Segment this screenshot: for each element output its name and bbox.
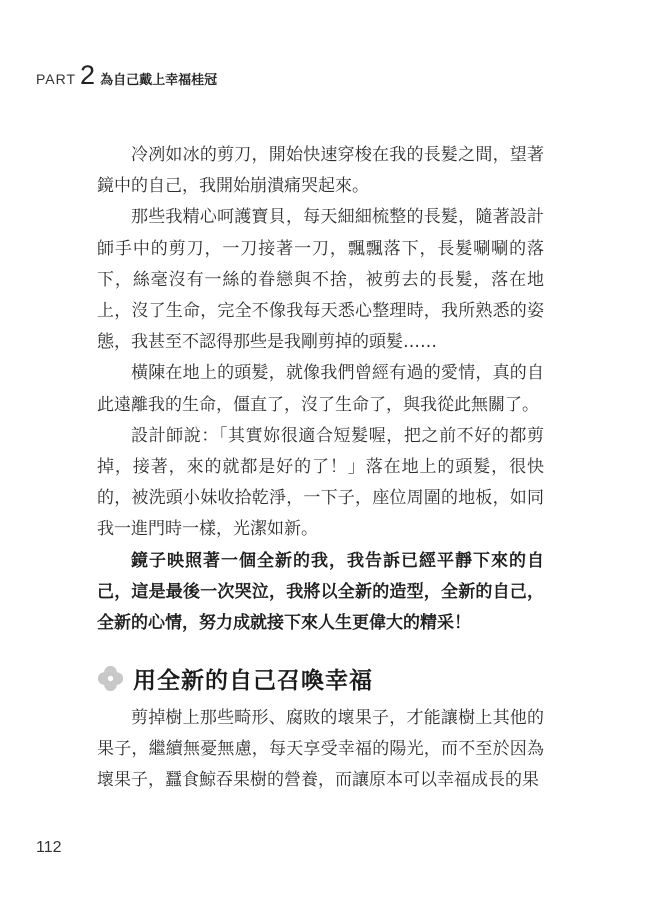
part-title: 為自己戴上幸福桂冠 [100, 73, 218, 88]
part-number: 2 [80, 60, 96, 90]
bold-paragraph: 鏡子映照著一個全新的我，我告訴已經平靜下來的自己，這是最後一次哭泣，我將以全新的造型，全新的自己，全新的心情，努力成就接下來人生更偉大的精采！ [97, 550, 544, 634]
section-title: 用全新的自己召喚幸福 [133, 668, 373, 694]
paragraph: 那些我精心呵護寶貝，每天細細梳整的長髮，隨著設計師手中的剪刀，一刀接著一刀，飄飄落下，長髮唰唰的落下，絲毫沒有一絲的眷戀與不捨，被剪去的長髮，落在地上，沒了生命，完全不像我每天悉心整理時，我所熟悉的姿態，我甚至不認得那些是我剛剪掉的頭髮…… [97, 207, 544, 353]
clover-icon [97, 665, 124, 692]
paragraph: 剪掉樹上那些畸形、腐敗的壞果子，才能讓樹上其他的果子，繼續無憂無慮，每天享受幸福的陽光，而不至於因為壞果子，蠶食鯨吞果樹的營養，而讓原本可以幸福成長的果 [97, 708, 544, 791]
section-heading [97, 662, 373, 695]
paragraph: 設計師說：「其實妳很適合短髮喔，把之前不好的都剪掉，接著，來的就都是好的了！」落在地上的頭髮，很快的，被洗頭小妹收拾乾淨，一下子，座位周圍的地板，如同我一進門時一樣，光潔如新。 [97, 425, 544, 540]
running-header [36, 62, 217, 89]
body-text [97, 140, 544, 639]
part-label: PART [36, 71, 77, 87]
page-number: 112 [36, 839, 62, 856]
section-body [97, 703, 544, 797]
paragraph: 橫陳在地上的頭髮，就像我們曾經有過的愛情，真的自此遠離我的生命，僵直了，沒了生命了，與我從此無關了。 [97, 363, 544, 415]
paragraph: 冷冽如冰的剪刀，開始快速穿梭在我的長髮之間，望著鏡中的自己，我開始崩潰痛哭起來。 [97, 145, 544, 197]
